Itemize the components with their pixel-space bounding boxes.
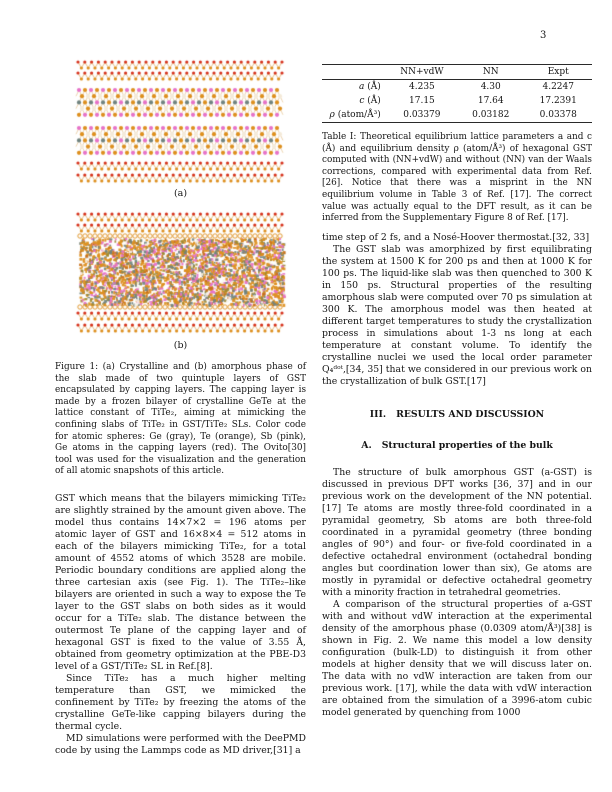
table-row-label: a (Å): [359, 81, 381, 92]
table-cell: 0.03378: [539, 109, 577, 120]
table-header-cell: [322, 65, 387, 80]
right-column: [322, 58, 592, 719]
table-header-row: [322, 65, 592, 80]
section-heading: III. RESULTS AND DISCUSSION: [369, 408, 545, 420]
body-paragraph: A comparison of the structural properties of a-GST with and without vdW interaction at the experimental density of the amorphous phase (0.0309 atom/Å³)[38] is shown in Fig. 2. We name this model a low density configuration (bulk-LD) to distinguish it from other models at higher density that we will discuss later on. The data with no vdW interaction are taken from our previous work. [17], while the data with vdW interaction are obtained from the simulation of a 3996-atom cubic model generated by quenching from 1000: [322, 598, 592, 718]
table-header-cell: NN+vdW: [387, 65, 457, 80]
figure1-panel-a-image: [75, 58, 287, 186]
page-number: 3: [540, 30, 547, 41]
body-paragraph: time step of 2 fs, and a Nosé-Hoover thermostat.[32, 33]: [322, 231, 590, 243]
table-cell: 17.64: [477, 95, 504, 106]
figure1-caption: Figure 1: (a) Crystalline and (b) amorphous phase of the slab made of two quintuple layers of GST encapsulated by capping layers. The capping layer is made by a frozen bilayer of crystalline GeTe at the lattice constant of TiTe₂, aiming at mimicking the confining slabs of TiTe₂ in GST/TiTe₂ SLs. Color code for atomic spheres: Ge (gray), Te (orange), Sb (pink), Ge atoms in the capping layers (red). The Ovito[30] tool was used for the visualization and the generation of all atomic snapshots of this article.: [55, 362, 306, 477]
table-cell: 17.2391: [539, 95, 577, 106]
table-header-cell: NN: [457, 65, 525, 80]
table-header-cell: Expt: [524, 65, 592, 80]
subsection-heading: A. Structural properties of the bulk: [361, 439, 553, 451]
table-row: [322, 94, 592, 108]
body-paragraph: MD simulations were performed with the DeePMD code by using the Lammps code as MD driver,[31] a: [55, 732, 306, 756]
left-column: [55, 58, 306, 757]
table-cell: 4.30: [480, 81, 501, 92]
table-cell: 0.03379: [403, 109, 441, 120]
figure1-panel-b-label: (b): [173, 340, 188, 351]
figure-1: [55, 58, 306, 478]
figure1-panel-a-label: (a): [173, 188, 188, 199]
figure1-panel-b-image: [75, 210, 287, 338]
body-paragraph: GST which means that the bilayers mimicking TiTe₂ are slightly strained by the amount given above. The model thus contains 14×7×2 = 196 atoms per atomic layer of GST and 16×8×4 = 512 atoms in each of the bilayers mimicking TiTe₂, for a total amount of 4552 atoms of which 3528 are mobile. Periodic boundary conditions are applied along the three cartesian axis (see Fig. 1). The TiTe₂–like bilayers are oriented in such a way to expose the Te layer to the GST slabs on both sides as it would occur for a TiTe₂ slab. The distance between the outermost Te plane of the capping layer and of hexagonal GST is fixed to the value of 3.55 Å, obtained from geometry optimization at the PBE-D3 level of a GST/TiTe₂ SL in Ref.[8].: [55, 492, 306, 672]
table-cell: 0.03182: [472, 109, 510, 120]
table-row: [322, 108, 592, 123]
body-paragraph: Since TiTe₂ has a much higher melting temperature than GST, we mimicked the confinement by TiTe₂ by freezing the atoms of the crystalline GeTe-like capping bilayers during the thermal cycle.: [55, 672, 306, 732]
table-cell: 4.235: [409, 81, 435, 92]
table-1: [322, 64, 592, 123]
table1-caption: Table I: Theoretical equilibrium lattice parameters a and c (Å) and equilibrium density ρ (atom/Å³) of hexagonal GST computed with (NN+vdW) and without (NN) van der Waals corrections, compared with experimental data from Ref. [26]. Notice that there was a misprint in the NN equilibrium volume in Table 3 of Ref. [17]. The correct value was actually equal to the DFT result, as it can be inferred from the Supplementary Figure 8 of Ref. [17].: [322, 132, 592, 224]
body-paragraph: The GST slab was amorphized by first equilibrating the system at 1500 K for 200 ps and then at 1000 K for 100 ps. The liquid-like slab was then quenched to 300 K in 150 ps. Structural properties of the resulting amorphous slab were computed over 70 ps simulation at 300 K. The amorphous model was then heated at different target temperatures to study the crystallization process in simulations about 1-3 ns long at each temperature at constant volume. To identify the crystalline nuclei we used the local order parameter Q₄ᵈᵒᵗ,[34, 35] that we considered in our previous work on the crystallization of bulk GST.[17]: [322, 243, 592, 387]
table-row-label: ρ (atom/Å³): [329, 109, 381, 120]
table-cell: 17.15: [409, 95, 435, 106]
body-paragraph: The structure of bulk amorphous GST (a-GST) is discussed in previous DFT works [36, 37] and in our previous work on the development of the NN potential.[17] Te atoms are mostly three-fold coordinated in a pyramidal geometry, Sb atoms are both three-fold coordinated in a pyramidal geometry (three bonding angles of 90°) and four- or five-fold coordinated in a defective octahedral environment (octahedral bonding angles but coordination lower than six), Ge atoms are mostly in pyramidal or defective octahedral geometry with a minority fraction in tetrahedral geometries.: [322, 466, 592, 598]
table-row: [322, 80, 592, 95]
table-row-label: c (Å): [359, 95, 381, 106]
table-cell: 4.2247: [542, 81, 574, 92]
